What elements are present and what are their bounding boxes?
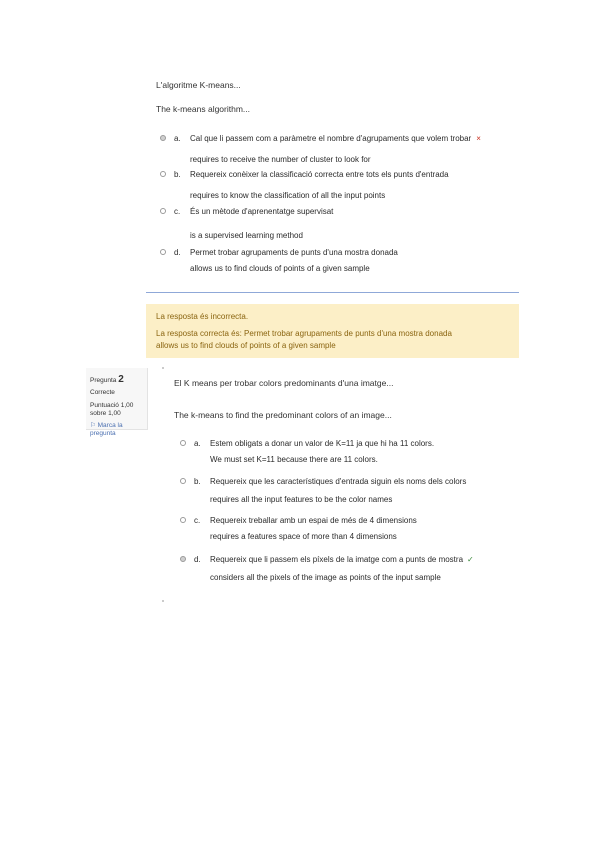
q2-option-letter: c.	[194, 516, 201, 525]
q2-option-c-ca: Requereix treballar amb un espai de més de 4 dimensions	[210, 516, 417, 525]
q1-radio-a[interactable]	[160, 135, 166, 141]
question1-text-ca: L'algoritme K-means...	[156, 80, 241, 90]
feedback-box	[146, 304, 519, 358]
q1-option-letter: a.	[174, 134, 181, 143]
q2-option-d[interactable]	[180, 555, 474, 582]
q2-option-d-ca: Requereix que li passem els píxels de la imatge com a punts de mostra	[210, 555, 464, 564]
q2-option-b[interactable]	[180, 477, 466, 504]
flag-question-label: Marca la pregunta	[90, 422, 123, 437]
q2-option-c[interactable]	[180, 516, 417, 541]
feedback-correct-en: allows us to find clouds of points of a given sample	[156, 341, 336, 350]
q2-option-b-ca: Requereix que les característiques d'entrada siguin els noms dels colors	[210, 477, 467, 486]
dot-marker	[162, 600, 164, 602]
q2-radio-a[interactable]	[180, 440, 186, 446]
flag-question-link[interactable]	[90, 422, 143, 438]
dot-marker	[162, 367, 164, 369]
question-label: Pregunta	[90, 377, 117, 384]
question-number	[90, 374, 143, 385]
q2-option-a-en: We must set K=11 because there are 11 colors.	[210, 455, 378, 464]
q2-option-letter: a.	[194, 439, 201, 448]
q2-option-c-en: requires a features space of more than 4 dimensions	[210, 532, 397, 541]
q1-option-b-ca: Requereix conèixer la classificació correcta entre tots els punts d'entrada	[190, 170, 449, 179]
feedback-correct-ca: La resposta correcta és: Permet trobar agrupaments de punts d'una mostra donada	[156, 329, 452, 338]
divider	[146, 292, 519, 293]
question2-text-ca: El K means per trobar colors predominants d'una imatge...	[174, 378, 394, 388]
q2-option-a-ca: Estem obligats a donar un valor de K=11 ja que hi ha 11 colors.	[210, 439, 435, 448]
q2-option-letter: b.	[194, 477, 201, 486]
q2-radio-d[interactable]	[180, 556, 186, 562]
flag-icon: ⚐	[90, 422, 96, 429]
q2-option-a[interactable]	[180, 439, 434, 464]
q1-radio-b[interactable]	[160, 171, 166, 177]
q1-option-c-ca: És un mètode d'aprenentatge supervisat	[190, 207, 334, 216]
q1-option-letter: c.	[174, 207, 181, 216]
q1-option-a-ca: Cal que li passem com a paràmetre el nombre d'agrupaments que volem trobar	[190, 134, 472, 143]
q1-option-d-en: allows us to find clouds of points of a given sample	[190, 264, 370, 273]
q1-option-b-en: requires to know the classification of all the input points	[190, 191, 386, 200]
q2-radio-c[interactable]	[180, 517, 186, 523]
question-info-panel	[86, 368, 148, 437]
q1-radio-d[interactable]	[160, 249, 166, 255]
q1-option-letter: d.	[174, 248, 181, 257]
question-state: Correcte	[90, 389, 115, 396]
q1-option-letter: b.	[174, 170, 181, 179]
q2-option-letter: d.	[194, 555, 201, 564]
question-number-value: 2	[118, 374, 124, 385]
feedback-status: La resposta és incorrecta.	[156, 312, 249, 321]
q1-option-c[interactable]	[160, 207, 333, 240]
q1-option-d[interactable]	[160, 248, 398, 273]
q1-option-d-ca: Permet trobar agrupaments de punts d'una mostra donada	[190, 248, 398, 257]
q2-option-b-en: requires all the input features to be the color names	[210, 495, 393, 504]
q2-radio-b[interactable]	[180, 478, 186, 484]
q1-option-c-en: is a supervised learning method	[190, 231, 303, 240]
question-score: Puntuació 1,00 sobre 1,00	[90, 402, 134, 417]
q1-option-a-en: requires to receive the number of cluster to look for	[190, 155, 371, 164]
question1-text-en: The k-means algorithm...	[156, 104, 251, 114]
q1-option-b[interactable]	[160, 170, 449, 200]
question2-text-en: The k-means to find the predominant colors of an image...	[174, 410, 392, 420]
incorrect-icon: ×	[476, 134, 481, 143]
correct-icon: ✓	[467, 555, 474, 564]
q1-option-a[interactable]	[160, 134, 481, 164]
q1-radio-c[interactable]	[160, 208, 166, 214]
q2-option-d-en: considers all the pixels of the image as points of the input sample	[210, 573, 441, 582]
